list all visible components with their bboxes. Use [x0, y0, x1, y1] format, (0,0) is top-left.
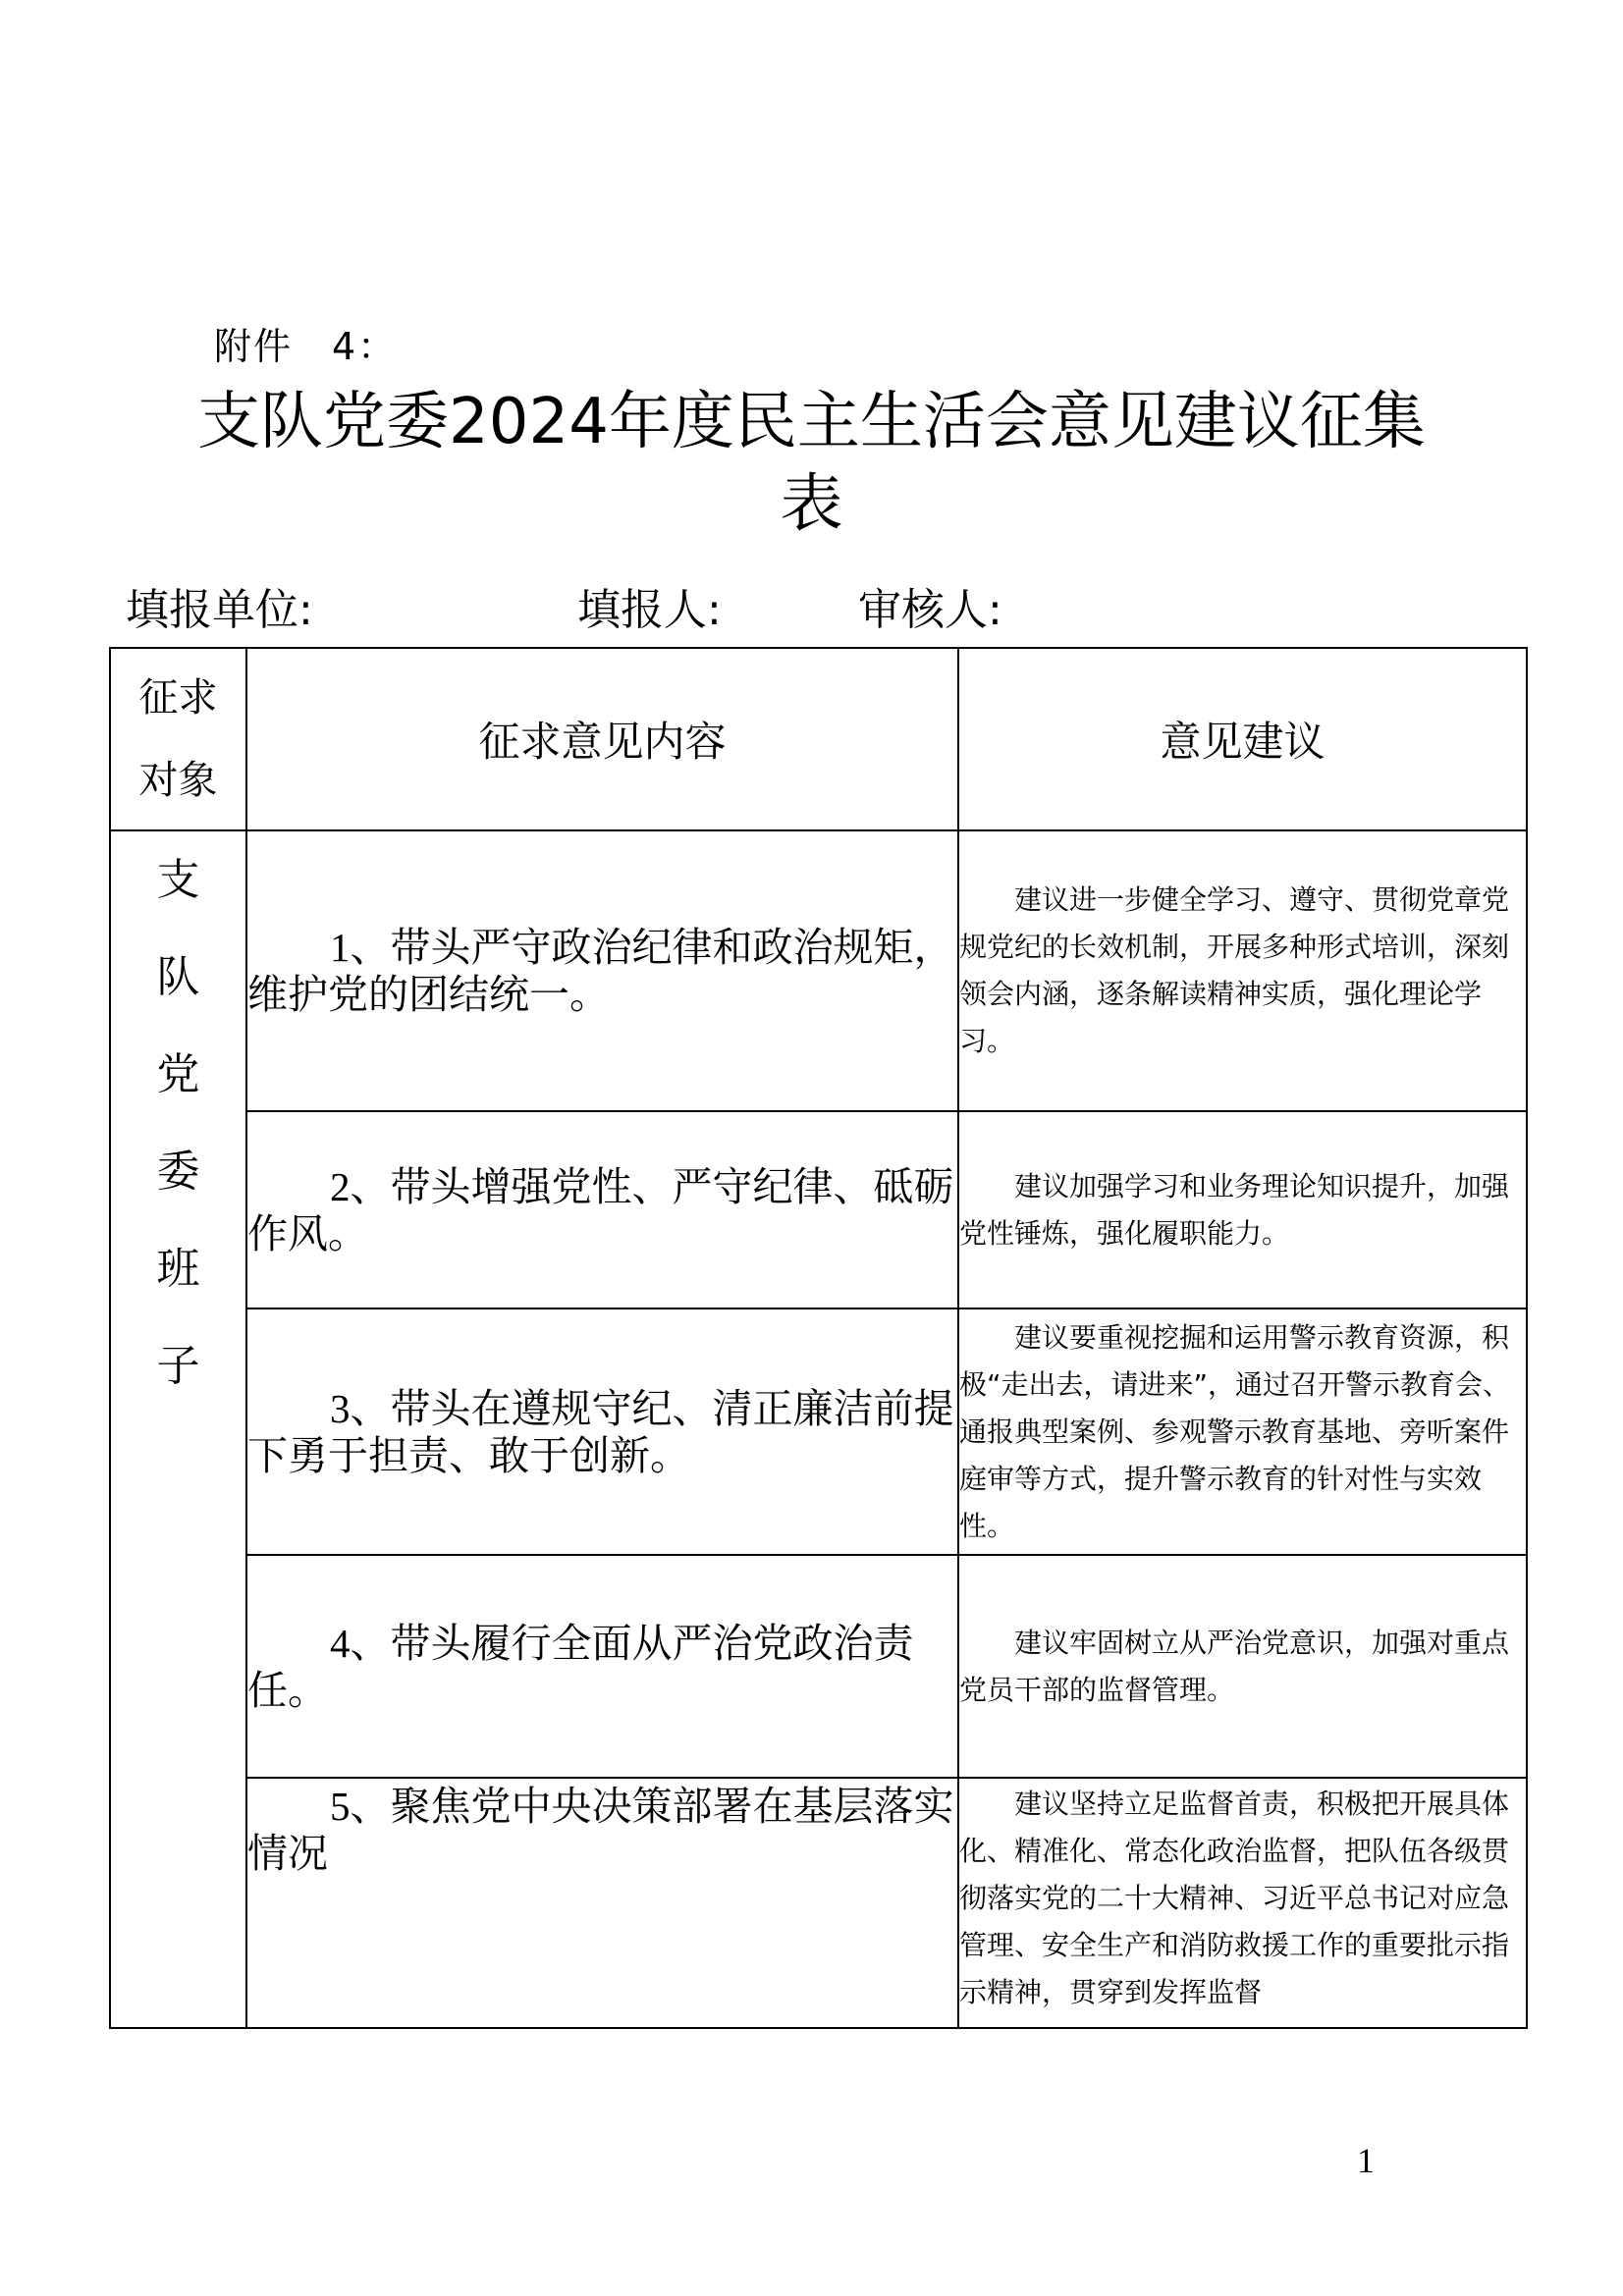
item-number: 3	[330, 1385, 351, 1431]
header-target	[110, 648, 246, 830]
target-cell	[110, 830, 246, 2028]
suggestion-text: 建议要重视挖掘和运用警示教育资源，积极“走出去，请进来”，通过召开警示教育会、通报典型案例、参观警示教育基地、旁听案件庭审等方式，提升警示教育的针对性与实效性。	[959, 1320, 1511, 1542]
item-content: 、聚焦党中央决策部署在基层落实情况	[247, 1783, 954, 1877]
suggestion-cell	[958, 830, 1527, 1111]
page-title-line-2: 表	[780, 468, 843, 541]
header-content: 征求意见内容	[246, 648, 958, 830]
page-number: 1	[1357, 2141, 1375, 2180]
page-title	[147, 381, 1476, 546]
content-cell	[246, 1778, 958, 2028]
content-cell	[246, 1111, 958, 1308]
item-number: 1	[330, 925, 351, 970]
table-row	[110, 1308, 1527, 1555]
item-content: 、带头履行全面从严治党政治责任。	[247, 1619, 914, 1714]
header-target-line-2: 对象	[138, 758, 218, 803]
suggestion-text: 建议坚持立足监督首责，积极把开展具体化、精准化、常态化政治监督，把队伍各级贯彻落实党的二十大精神、习近平总书记对应急管理、安全生产和消防救援工作的重要批示指示精神，贯穿到发挥监督	[959, 1788, 1510, 2008]
header-suggestion: 意见建议	[958, 648, 1527, 830]
item-number: 4	[330, 1620, 351, 1666]
item-content: 、带头严守政治纪律和政治规矩，维护党的团结统一。	[247, 924, 954, 1018]
target-char: 班	[156, 1244, 200, 1294]
suggestion-text: 建议牢固树立从严治党意识，加强对重点党员干部的监督管理。	[959, 1626, 1510, 1706]
suggestion-cell	[958, 1555, 1527, 1778]
item-number: 2	[330, 1163, 351, 1209]
item-content: 、带头在遵规守纪、清正廉洁前提下勇于担责、敢于创新。	[247, 1384, 954, 1479]
target-vertical-text	[111, 831, 245, 1415]
target-char: 委	[156, 1147, 200, 1197]
table-row	[110, 1555, 1527, 1778]
suggestion-cell	[958, 1308, 1527, 1555]
header-target-line-1: 征求	[138, 675, 218, 721]
target-char: 子	[156, 1341, 200, 1391]
page-title-line-1: 支队党委2024年度民主生活会意见建议征集	[197, 386, 1426, 458]
table-row	[110, 1778, 1527, 2028]
table-header-row	[110, 648, 1527, 830]
suggestion-text: 建议进一步健全学习、遵守、贯彻党章党规党纪的长效机制，开展多种形式培训，深刻领会内涵，逐条解读精神实质，强化理论学习。	[959, 883, 1510, 1057]
table-row	[110, 830, 1527, 1111]
content-cell	[246, 1308, 958, 1555]
reviewer-label: 审核人:	[858, 585, 1002, 635]
fill-unit-label: 填报单位:	[126, 585, 313, 635]
item-content: 、带头增强党性、严守纪律、砥砺作风。	[247, 1162, 954, 1257]
target-char: 党	[156, 1049, 200, 1099]
suggestion-text: 建议加强学习和业务理论知识提升，加强党性锤炼，强化履职能力。	[959, 1169, 1510, 1250]
suggestion-cell	[958, 1111, 1527, 1308]
suggestion-cell	[958, 1778, 1527, 2028]
content-cell	[246, 1555, 958, 1778]
fill-person-label: 填报人:	[577, 585, 722, 635]
target-char: 支	[156, 855, 200, 905]
content-cell	[246, 830, 958, 1111]
suggestion-table	[109, 647, 1528, 2029]
item-number: 5	[330, 1784, 351, 1829]
attachment-label: 附件 4：	[214, 325, 398, 368]
table-row	[110, 1111, 1527, 1308]
target-char: 队	[156, 952, 200, 1002]
